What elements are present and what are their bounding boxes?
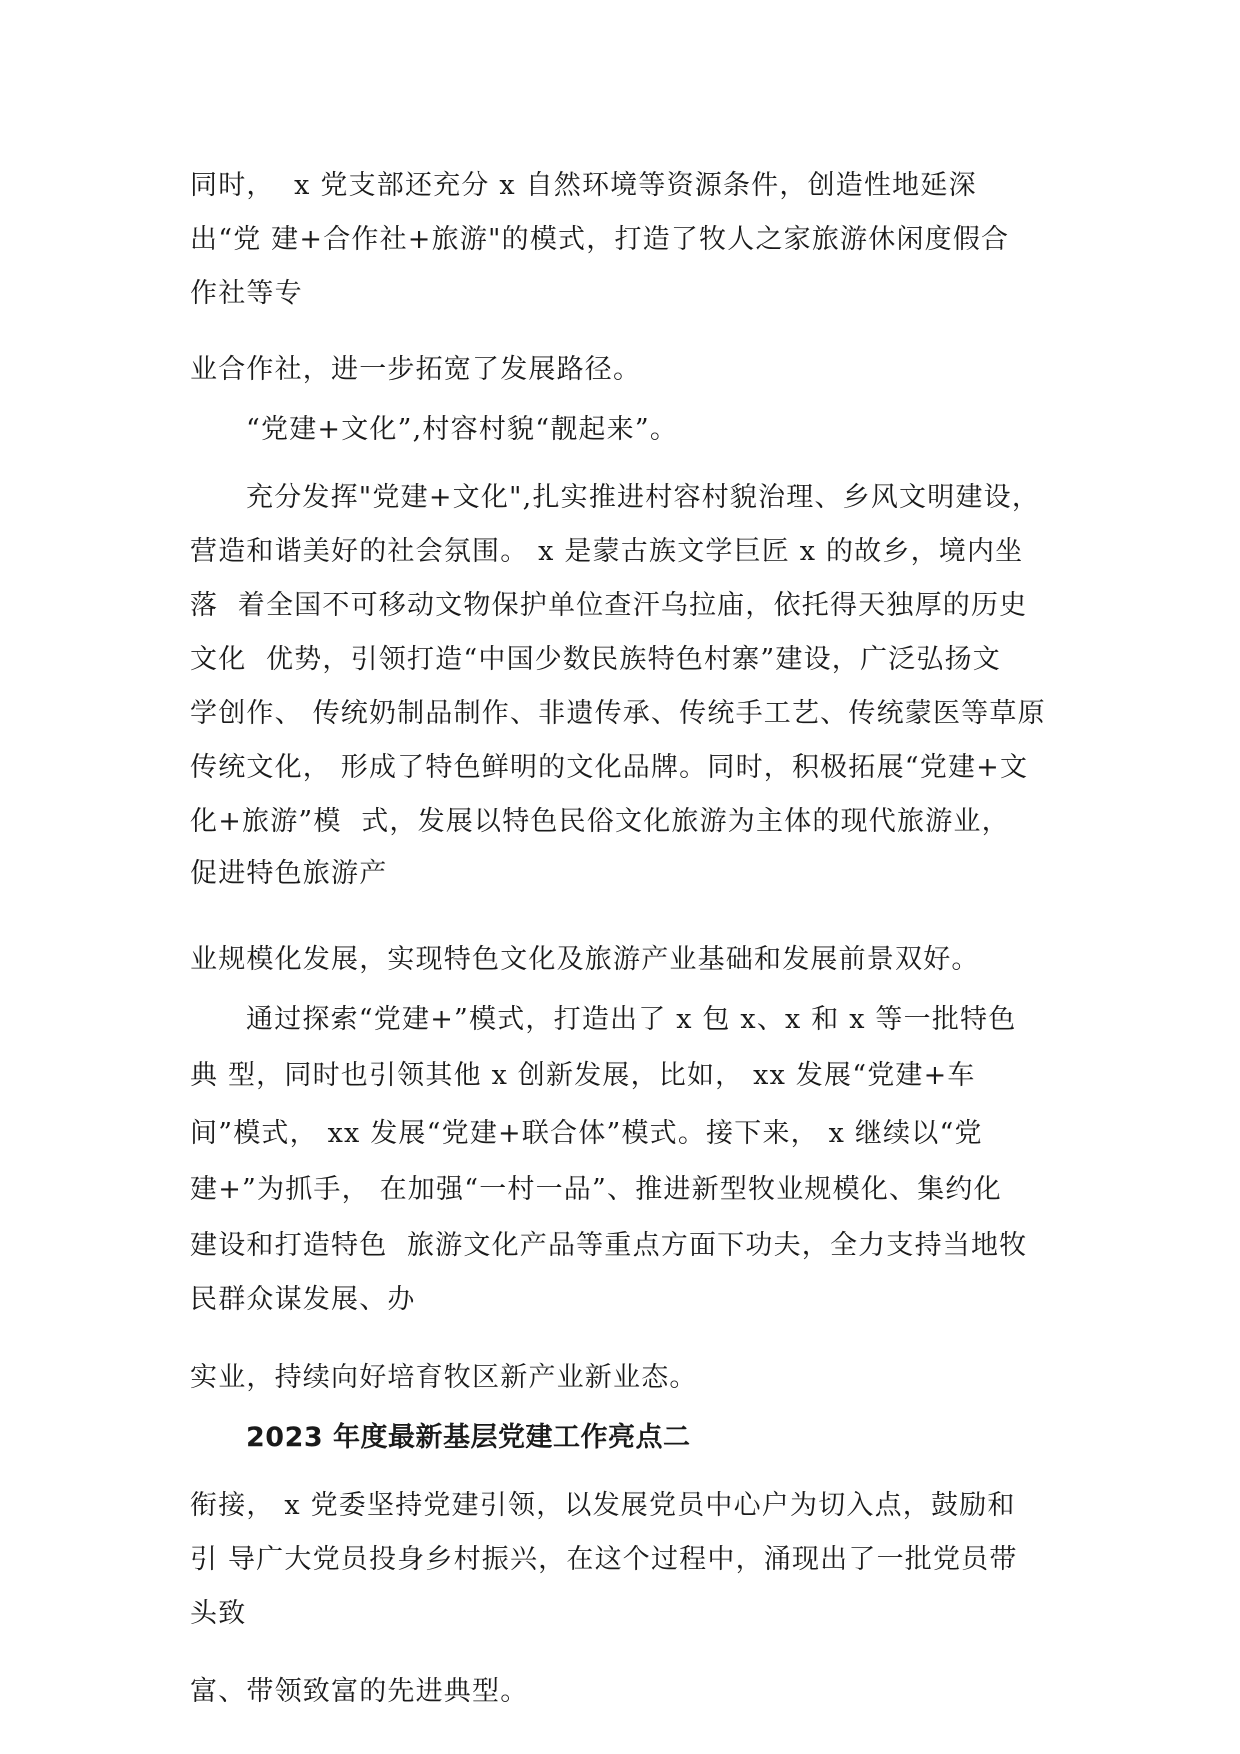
paragraph-line: 业合作社，进一步拓宽了发展路径。 xyxy=(190,354,642,385)
paragraph-line: 通过探索“党建+”模式，打造出了 x 包 x、x 和 x 等一批特色 xyxy=(246,1004,1017,1035)
paragraph-line: 传统文化， 形成了特色鲜明的文化品牌。同时，积极拓展“党建+文 xyxy=(190,752,1029,783)
paragraph-line: 典 型，同时也引领其他 x 创新发展，比如， xx 发展“党建+车 xyxy=(190,1060,976,1091)
paragraph-line: 作社等专 xyxy=(190,278,303,309)
paragraph-line: 业规模化发展，实现特色文化及旅游产业基础和发展前景双好。 xyxy=(190,944,980,975)
paragraph-line: 头致 xyxy=(190,1598,247,1629)
paragraph-line: 学创作、 传统奶制品制作、非遗传承、传统手工艺、传统蒙医等草原 xyxy=(190,698,1046,729)
paragraph-line: 建设和打造特色 旅游文化产品等重点方面下功夫，全力支持当地牧 xyxy=(190,1230,1028,1261)
paragraph-line: 富、带领致富的先进典型。 xyxy=(190,1676,529,1707)
paragraph-line: 化+旅游”模 式，发展以特色民俗文化旅游为主体的现代旅游业， xyxy=(190,806,1010,837)
paragraph-line: 文化 优势，引领打造“中国少数民族特色村寨”建设，广泛弘扬文 xyxy=(190,644,1001,675)
paragraph-line: 同时， x 党支部还充分 x 自然环境等资源条件，创造性地延深 xyxy=(190,170,977,201)
paragraph-line: 衔接， x 党委坚持党建引领，以发展党员中心户为切入点，鼓励和 xyxy=(190,1490,1016,1521)
paragraph-line: 建+”为抓手， 在加强“一村一品”、推进新型牧业规模化、集约化 xyxy=(190,1174,1002,1205)
paragraph-line: 民群众谋发展、办 xyxy=(190,1284,416,1315)
section-subtitle: “党建+文化”,村容村貌“靓起来”。 xyxy=(246,414,679,445)
paragraph-line: 促进特色旅游产 xyxy=(190,858,388,889)
paragraph-line: 实业，持续向好培育牧区新产业新业态。 xyxy=(190,1362,698,1393)
paragraph-line: 出“党 建+合作社+旅游"的模式，打造了牧人之家旅游休闲度假合 xyxy=(190,224,1010,255)
paragraph-line: 引 导广大党员投身乡村振兴，在这个过程中，涌现出了一批党员带 xyxy=(190,1544,1018,1575)
paragraph-line: 落 着全国不可移动文物保护单位查汗乌拉庙，依托得天独厚的历史 xyxy=(190,590,1028,621)
section-heading: 2023 年度最新基层党建工作亮点二 xyxy=(246,1422,691,1453)
paragraph-line: 间”模式， xx 发展“党建+联合体”模式。接下来， x 继续以“党 xyxy=(190,1118,983,1149)
paragraph-line: 营造和谐美好的社会氛围。 x 是蒙古族文学巨匠 x 的故乡，境内坐 xyxy=(190,536,1024,567)
paragraph-line: 充分发挥"党建+文化",扎实推进村容村貌治理、乡风文明建设， xyxy=(246,482,1041,513)
